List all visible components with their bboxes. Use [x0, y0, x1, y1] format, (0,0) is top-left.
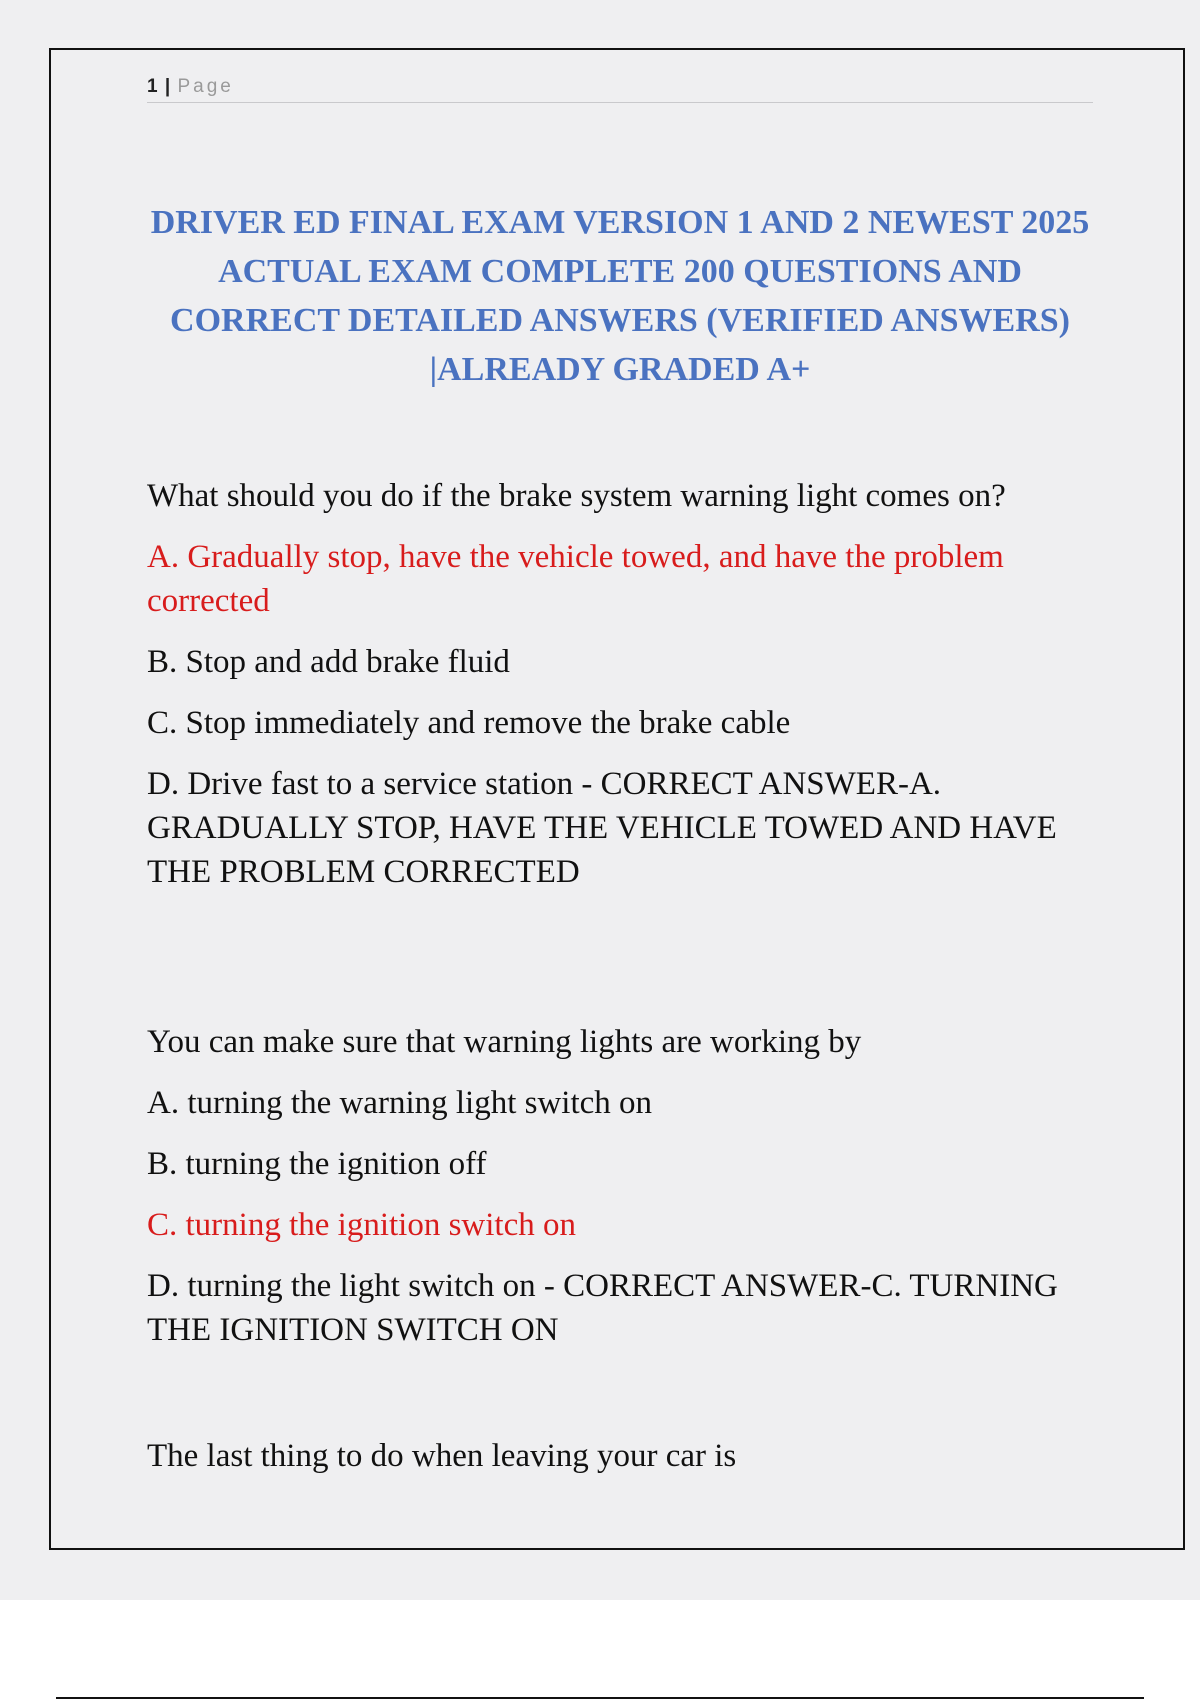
document-title: DRIVER ED FINAL EXAM VERSION 1 AND 2 NEWEST 2025 ACTUAL EXAM COMPLETE 200 QUESTIONS AND CORRECT DETAILED ANSWERS (VERIFIED ANSWERS) |ALREADY GRADED A+ — [150, 204, 1090, 388]
page-header — [147, 72, 1093, 103]
option-b: B. turning the ignition off — [147, 1146, 487, 1182]
page-number: 1 — [147, 76, 158, 97]
footer-divider — [56, 1697, 1144, 1699]
question-text: You can make sure that warning lights are working by — [147, 1024, 862, 1060]
option-c-correct: C. turning the ignition switch on — [147, 1207, 576, 1243]
page-frame — [49, 48, 1185, 1550]
question-text: What should you do if the brake system warning light comes on? — [147, 478, 1006, 514]
option-a: A. turning the warning light switch on — [147, 1085, 653, 1121]
question-text: The last thing to do when leaving your car is — [147, 1438, 737, 1474]
question-block-2 — [147, 1020, 1107, 1369]
option-c: C. Stop immediately and remove the brake cable — [147, 705, 791, 741]
option-a-correct: A. Gradually stop, have the vehicle towed, and have the problem corrected — [147, 539, 1004, 619]
option-b: B. Stop and add brake fluid — [147, 644, 510, 680]
question-block-1 — [147, 474, 1107, 911]
option-d-with-answer: D. turning the light switch on - CORRECT ANSWER-C. TURNING THE IGNITION SWITCH ON — [147, 1268, 1058, 1348]
page-label: Page — [177, 76, 234, 97]
page-separator: | — [164, 76, 171, 97]
question-block-3 — [147, 1434, 1107, 1495]
option-d-with-answer: D. Drive fast to a service station - CORRECT ANSWER-A. GRADUALLY STOP, HAVE THE VEHICLE TOWED AND HAVE THE PROBLEM CORRECTED — [147, 766, 1057, 890]
